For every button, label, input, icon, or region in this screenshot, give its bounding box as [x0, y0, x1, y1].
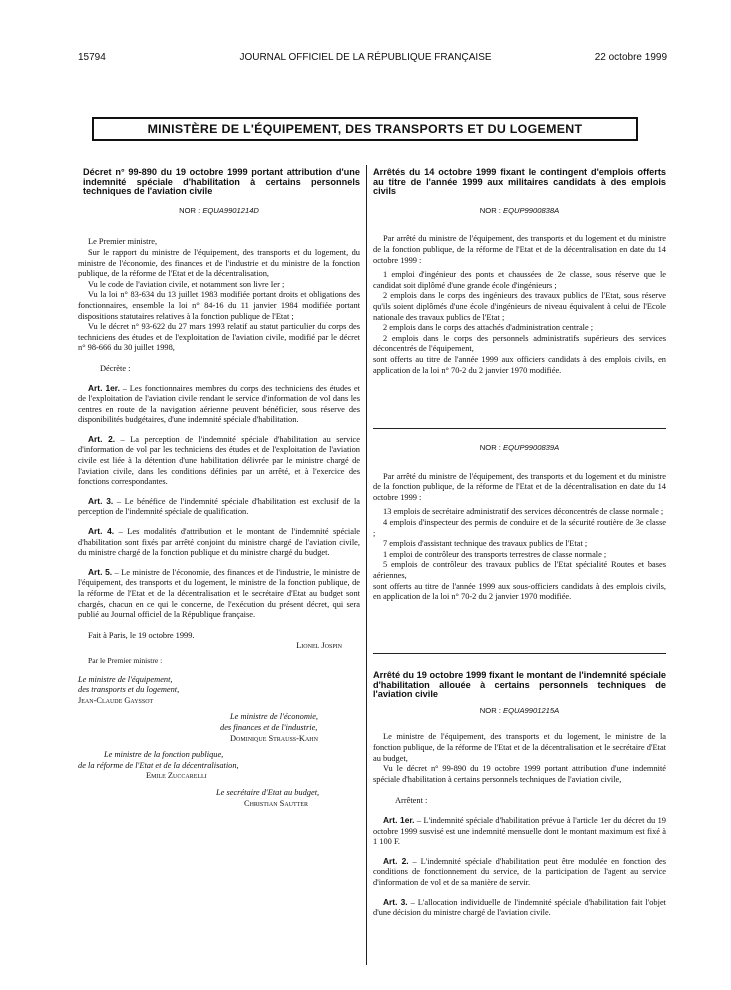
arrete-1-item-1: 1 emploi d'ingénieur des ponts et chaussées de 2e classe, sous réserve que le candidat soit diplômé d'une grande école d'ingénieurs ;	[373, 270, 666, 290]
article-text: – Les fonctionnaires membres du corps des techniciens des études et de l'exploitation de l'aviation civile rendant le service d'information de vol dans les centres en route de la navigation aérienne peuvent bénéficier, sous réserve des disponibilités budgétaires, d'une indemnité spéciale d'habilitation.	[78, 383, 360, 425]
arrete-2-conclusion: sont offerts au titre de l'année 1999 aux sous-officiers candidats à des emplois civils, en application de la loi n° 70-2 du 2 janvier 1970 modifiée.	[373, 581, 666, 602]
signatory-3-role-b: de la réforme de l'Etat et de la décentralisation,	[78, 760, 239, 770]
issue-date: 22 octobre 1999	[594, 52, 667, 63]
decree-column	[78, 168, 360, 809]
journal-title: JOURNAL OFFICIEL DE LA RÉPUBLIQUE FRANÇAISE	[239, 52, 492, 63]
arrete-2-item-3: 7 emplois d'assistant technique des travaux publics de l'Etat ;	[383, 539, 588, 549]
signatory-2-name: Dominique Strauss-Kahn	[230, 733, 318, 743]
arrete-2-intro: Par arrêté du ministre de l'équipement, des transports et du logement et du ministre de la fonction publique, de la réforme de l'Etat et de la décentralisation en date du 14 octobre 1999 :	[373, 471, 666, 502]
arrete-2-item-5: 5 emplois de contrôleur des travaux publics de l'Etat spécialité Routes et bases aériennes,	[373, 560, 666, 580]
signatory-2-role-a: Le ministre de l'économie,	[230, 712, 319, 722]
arrete-2-nor	[373, 443, 666, 454]
arrete-1-item-4: 2 emplois dans le corps des personnels administratifs supérieurs des services déconcentrés de l'équipement,	[373, 333, 666, 354]
signatory-1-name: Jean-Claude Gayssot	[78, 695, 154, 705]
nor-code: EQUA9901214D	[202, 205, 259, 215]
arrete-2-item-4: 1 emploi de contrôleur des transports terrestres de classe normale ;	[383, 549, 607, 559]
decree-preamble-2: Sur le rapport du ministre de l'équipement, des transports et du logement, du ministre de l'économie, des finances et de l'industrie et du ministre de la fonction publique, de la réforme de l'Etat et de la décentralisation,	[78, 247, 360, 279]
ministry-banner	[92, 117, 638, 141]
article-label: Art. 4.	[88, 526, 115, 537]
decree-article-5	[78, 567, 360, 621]
signatory-2-role-b: des finances et de l'industrie,	[220, 722, 318, 732]
decree-fait: Fait à Paris, le 19 octobre 1999.	[88, 630, 195, 640]
section-divider-2	[373, 653, 666, 654]
article-text: – L'allocation individuelle de l'indemnité spéciale d'habilitation fait l'objet d'une décision du ministre chargé de l'aviation civile.	[373, 897, 666, 918]
article-label: Art. 3.	[88, 495, 114, 506]
decree-article-1	[78, 383, 360, 426]
par-premier-ministre: Par le Premier ministre :	[88, 655, 163, 665]
nor-code: EQUP9900838A	[503, 205, 560, 215]
decree-article-3	[78, 496, 360, 518]
arrete-3-title: Arrêté du 19 octobre 1999 fixant le montant de l'indemnité spéciale d'habilitation allouée à certains personnels techniques de l'aviation civile	[373, 670, 666, 700]
decree-title: Décret n° 99-890 du 19 octobre 1999 portant attribution d'une indemnité spéciale d'habilitation à certains personnels techniques de l'aviation civile	[83, 167, 360, 197]
page-number: 15794	[78, 52, 106, 63]
arretes-title: Arrêtés du 14 octobre 1999 fixant le contingent d'emplois offerts au titre de l'année 1999 aux militaires candidats à des emplois civils	[373, 167, 666, 197]
arrete-2-item-2: 4 emplois d'inspecteur des permis de conduire et de la sécurité routière de 3e classe ;	[373, 517, 666, 538]
column-divider	[366, 165, 367, 965]
article-text: – L'indemnité spéciale d'habilitation peut être modulée en fonction des conditions de fonctionnement du service, de la participation de l'agent au service d'information de vol et de sa manière de servir.	[373, 856, 666, 887]
decree-article-4	[78, 526, 360, 559]
decree-article-2	[78, 434, 360, 488]
signature-pm: Lionel Jospin	[296, 641, 342, 651]
nor-label: NOR :	[479, 443, 501, 452]
arrete-3-nor	[373, 706, 666, 717]
decree-preamble-3: Vu le code de l'aviation civile, et notamment son livre Ier ;	[88, 279, 285, 289]
section-divider-1	[373, 428, 666, 429]
signatory-3-name: Emile Zuccarelli	[146, 771, 207, 781]
arrete-1-intro: Par arrêté du ministre de l'équipement, des transports et du logement et du ministre de la fonction publique, de la réforme de l'Etat et de la décentralisation en date du 14 octobre 1999 :	[373, 234, 666, 265]
arrete-3-article-3	[373, 897, 666, 919]
nor-code: EQUA9901215A	[503, 705, 560, 715]
arrete-1-item-3: 2 emplois dans le corps des attachés d'administration centrale ;	[383, 323, 594, 333]
article-text: – Le bénéfice de l'indemnité spéciale d'habilitation est exclusif de la perception de l'indemnité spéciale de qualification.	[78, 496, 360, 517]
arrete-3-section	[373, 671, 666, 919]
article-text: – Les modalités d'attribution et le montant de l'indemnité spéciale d'habilitation sont fixés par arrêté conjoint du ministre chargé de l'aviation civile, du ministre chargé de la fonction publique et du ministre chargé du budget.	[78, 527, 360, 558]
arrete-2-section	[373, 443, 666, 603]
nor-label: NOR :	[179, 205, 201, 215]
nor-code: EQUP9900839A	[503, 443, 560, 452]
article-label: Art. 1er.	[383, 814, 415, 825]
article-text: – L'indemnité spéciale d'habilitation prévue à l'article 1er du décret du 19 octobre 1999 susvisé est une indemnité mensuelle dont le montant maximum est fixé à 1 100 F.	[373, 815, 666, 847]
decree-preamble-5: Vu le décret n° 93-622 du 27 mars 1993 relatif au statut particulier du corps des techniciens des études et de l'exploitation de l'aviation civile, modifié par le décret n° 98-666 du 30 juillet 1998,	[78, 322, 360, 353]
arrete-1-item-2: 2 emplois dans le corps des ingénieurs des travaux publics de l'Etat, sous réserve qu'ils soient diplômés d'une école d'ingénieurs de niveau équivalent à celui de l'Ecole nationale des travaux publics de l'Etat ;	[373, 291, 666, 322]
arrete-3-article-2	[373, 856, 666, 889]
decree-nor	[78, 206, 360, 217]
decree-preamble-4: Vu la loi n° 83-634 du 13 juillet 1983 modifiée portant droits et obligations des fonctionnaires, ensemble la loi n° 84-16 du 11 janvier 1984 modifiée portant dispositions statutaires relatives à la fonction publique de l'Etat ;	[78, 290, 360, 321]
arrete-2-item-1: 13 emplois de secrétaire administratif des services déconcentrés de classe normale ;	[383, 507, 664, 517]
nor-label: NOR :	[479, 705, 501, 715]
article-text: – La perception de l'indemnité spéciale d'habilitation au service d'information de vol par les techniciens des études et de l'exploitation de l'aviation civile est liée à la détention d'une habilitation délivrée par le ministre chargé de l'aviation civile, dans les conditions définies par un arrêté, et à l'exercice des fonctions correspondantes.	[78, 434, 360, 487]
decree-preamble-1: Le Premier ministre,	[88, 237, 158, 247]
article-text: – Le ministre de l'économie, des finances et de l'industrie, le ministre de l'équipement, des transports et du logement, le ministre de la fonction publique, de la réforme de l'Etat et de la décentralisation et le secrétaire d'Etat au budget sont chargés, chacun en ce qui le concerne, de l'exécution du présent décret, qui sera publié au Journal officiel de la République française.	[78, 567, 360, 620]
arrete-3-arretent: Arrêtent :	[395, 796, 428, 806]
arretes-section	[373, 168, 666, 376]
article-label: Art. 1er.	[88, 382, 120, 393]
article-label: Art. 5.	[88, 566, 113, 577]
nor-label: NOR :	[479, 205, 501, 215]
signatory-1-role-b: des transports et du logement,	[78, 685, 180, 695]
article-label: Art. 3.	[383, 896, 408, 907]
article-label: Art. 2.	[383, 855, 409, 866]
article-label: Art. 2.	[88, 433, 116, 444]
arrete-3-preamble-2: Vu le décret n° 99-890 du 19 octobre 1999 portant attribution d'une indemnité spéciale d'habilitation à certains personnels techniques de l'aviation civile,	[373, 764, 666, 784]
signatory-4-name: Christian Sautter	[244, 798, 308, 808]
arrete-1-nor	[373, 206, 666, 217]
arrete-1-conclusion: sont offerts au titre de l'année 1999 aux officiers candidats à des emplois civils, en application de la loi n° 70-2 du 2 janvier 1970 modifiée.	[373, 354, 666, 375]
signatory-3-role-a: Le ministre de la fonction publique,	[104, 750, 224, 760]
signatory-1-role-a: Le ministre de l'équipement,	[78, 674, 173, 684]
decree-decrete: Décrète :	[100, 363, 131, 373]
arrete-3-preamble-1: Le ministre de l'équipement, des transports et du logement, le ministre de la fonction publique, de la réforme de l'Etat et de la décentralisation et le secrétaire d'Etat au budget,	[373, 732, 666, 763]
signatory-4-role: Le secrétaire d'Etat au budget,	[216, 787, 320, 797]
arrete-3-article-1	[373, 815, 666, 848]
ministry-title: MINISTÈRE DE L'ÉQUIPEMENT, DES TRANSPORTS ET DU LOGEMENT	[147, 122, 583, 136]
